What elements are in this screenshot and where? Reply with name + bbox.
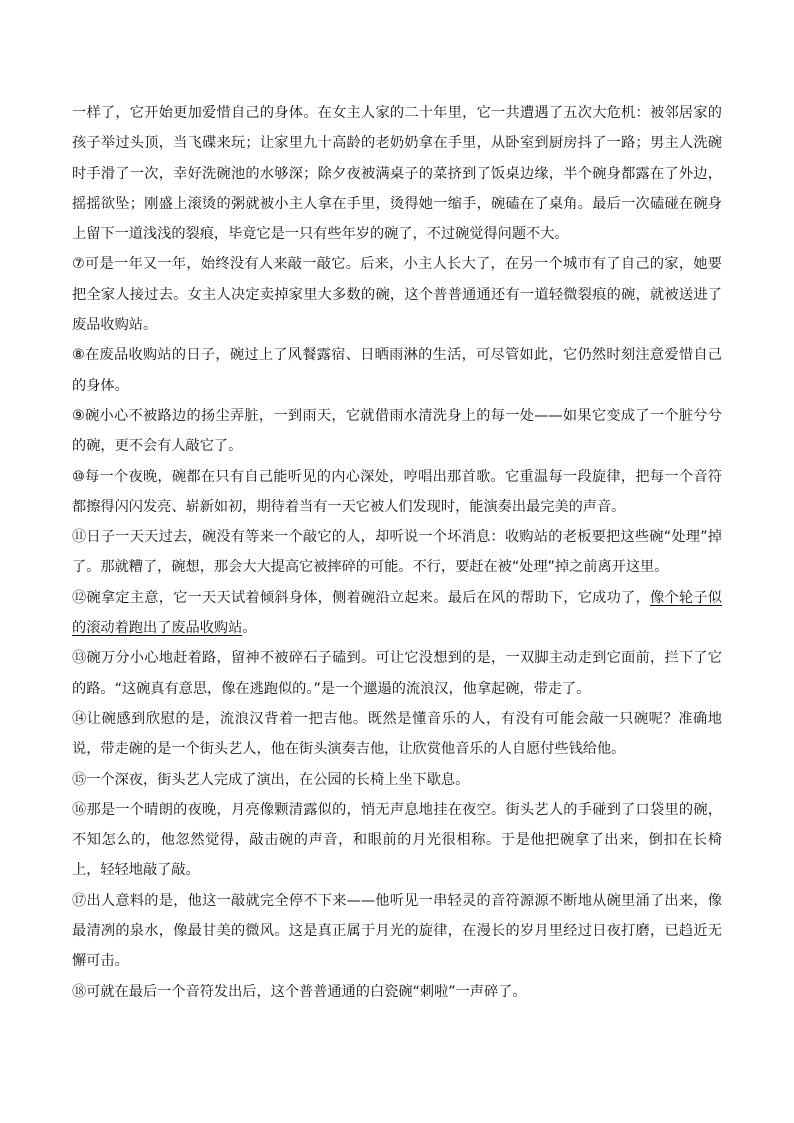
paragraph-18: ⑱可就在最后一个音符发出后，这个普普通通的白瓷碗“刺啦”一声碎了。 — [72, 983, 527, 1000]
paragraph-12 — [72, 583, 722, 644]
paragraph-14: ⑭让碗感到欣慰的是，流浪汉背着一把吉他。既然是懂音乐的人，有没有可能会敲一只碗呢？准确地说，带走碗的是一个街头艺人，他在街头演奏吉他，让欣赏他音乐的人自愿付些钱给他。 — [72, 710, 722, 758]
paragraph-6-continued: 一样了，它开始更加爱惜自己的身体。在女主人家的二十年里，它一共遭遇了五次大危机：被邻居家的孩子举过头顶，当飞碟来玩；让家里九十高龄的老奶奶拿在手里，从卧室到厨房抖了一路；男主人洗碗时手滑了一次，幸好洗碗池的水够深；除夕夜被满桌子的菜挤到了饭桌边缘，半个碗身都露在了外边，摇摇欲坠；刚盛上滚烫的粥就被小主人拿在手里，烫得她一缩手，碗磕在了桌角。最后一次磕碰在碗身上留下一道浅浅的裂痕，毕竟它是一只有些年岁的碗了，不过碗觉得问题不大。 — [72, 105, 722, 243]
document-body — [72, 98, 722, 1007]
paragraph-9: ⑨碗小心不被路边的扬尘弄脏，一到雨天，它就借雨水清洗身上的每一处——如果它变成了一个脏兮兮的碗，更不会有人敲它了。 — [72, 407, 722, 455]
paragraph-12-end: 。 — [242, 620, 257, 637]
paragraph-17: ⑰出人意料的是，他这一敲就完全停不下来——他听见一串轻灵的音符源源不断地从碗里涌了出来，像最清冽的泉水，像最甘美的微风。这是真正属于月光的旋律，在漫长的岁月里经过日夜打磨，已趋近无懈可击。 — [72, 892, 722, 970]
paragraph-13: ⑬碗万分小心地赶着路，留神不被碎石子磕到。可让它没想到的是，一双脚主动走到它面前，拦下了它的路。“这碗真有意思，像在逃跑似的。”是一个邋遢的流浪汉，他拿起碗，带走了。 — [72, 650, 722, 697]
paragraph-11: ⑪日子一天天过去，碗没有等来一个敲它的人，却听说一个坏消息：收购站的老板要把这些碗“处理”掉了。那就糟了，碗想，那会大大提高它被摔碎的可能。不行，要赶在被“处理”掉之前离开这里。 — [72, 529, 722, 576]
paragraph-12-text: ⑫碗拿定主意，它一天天试着倾斜身体，侧着碗沿立起来。最后在风的帮助下，它成功了， — [72, 589, 650, 606]
paragraph-7: ⑦可是一年又一年，始终没有人来敲一敲它。后来，小主人长大了，在另一个城市有了自己的家，她要把全家人接过去。女主人决定卖掉家里大多数的碗，这个普普通通还有一道轻微裂痕的碗，就被送进了废品收购站。 — [72, 256, 722, 334]
paragraph-16: ⑯那是一个晴朗的夜晚，月亮像颗清露似的，悄无声息地挂在夜空。街头艺人的手碰到了口袋里的碗，不知怎么的，他忽然觉得，敲击碗的声音，和眼前的月光很相称。于是他把碗拿了出来，倒扣在长椅上，轻轻地敲了敲。 — [72, 801, 722, 879]
underlined-sentence: 像个轮子似的滚动着跑出了废品收购站 — [72, 589, 722, 637]
paragraph-15: ⑮一个深夜，街头艺人完成了演出，在公园的长椅上坐下歇息。 — [72, 771, 470, 788]
paragraph-10: ⑩每一个夜晚，碗都在只有自己能听见的内心深处，哼唱出那首歌。它重温每一段旋律，把每一个音符都擦得闪闪发亮、崭新如初，期待着当有一天它被人们发现时，能演奏出最完美的声音。 — [72, 468, 722, 515]
paragraph-8: ⑧在废品收购站的日子，碗过上了风餐露宿、日晒雨淋的生活，可尽管如此，它仍然时刻注意爱惜自己的身体。 — [72, 347, 722, 394]
